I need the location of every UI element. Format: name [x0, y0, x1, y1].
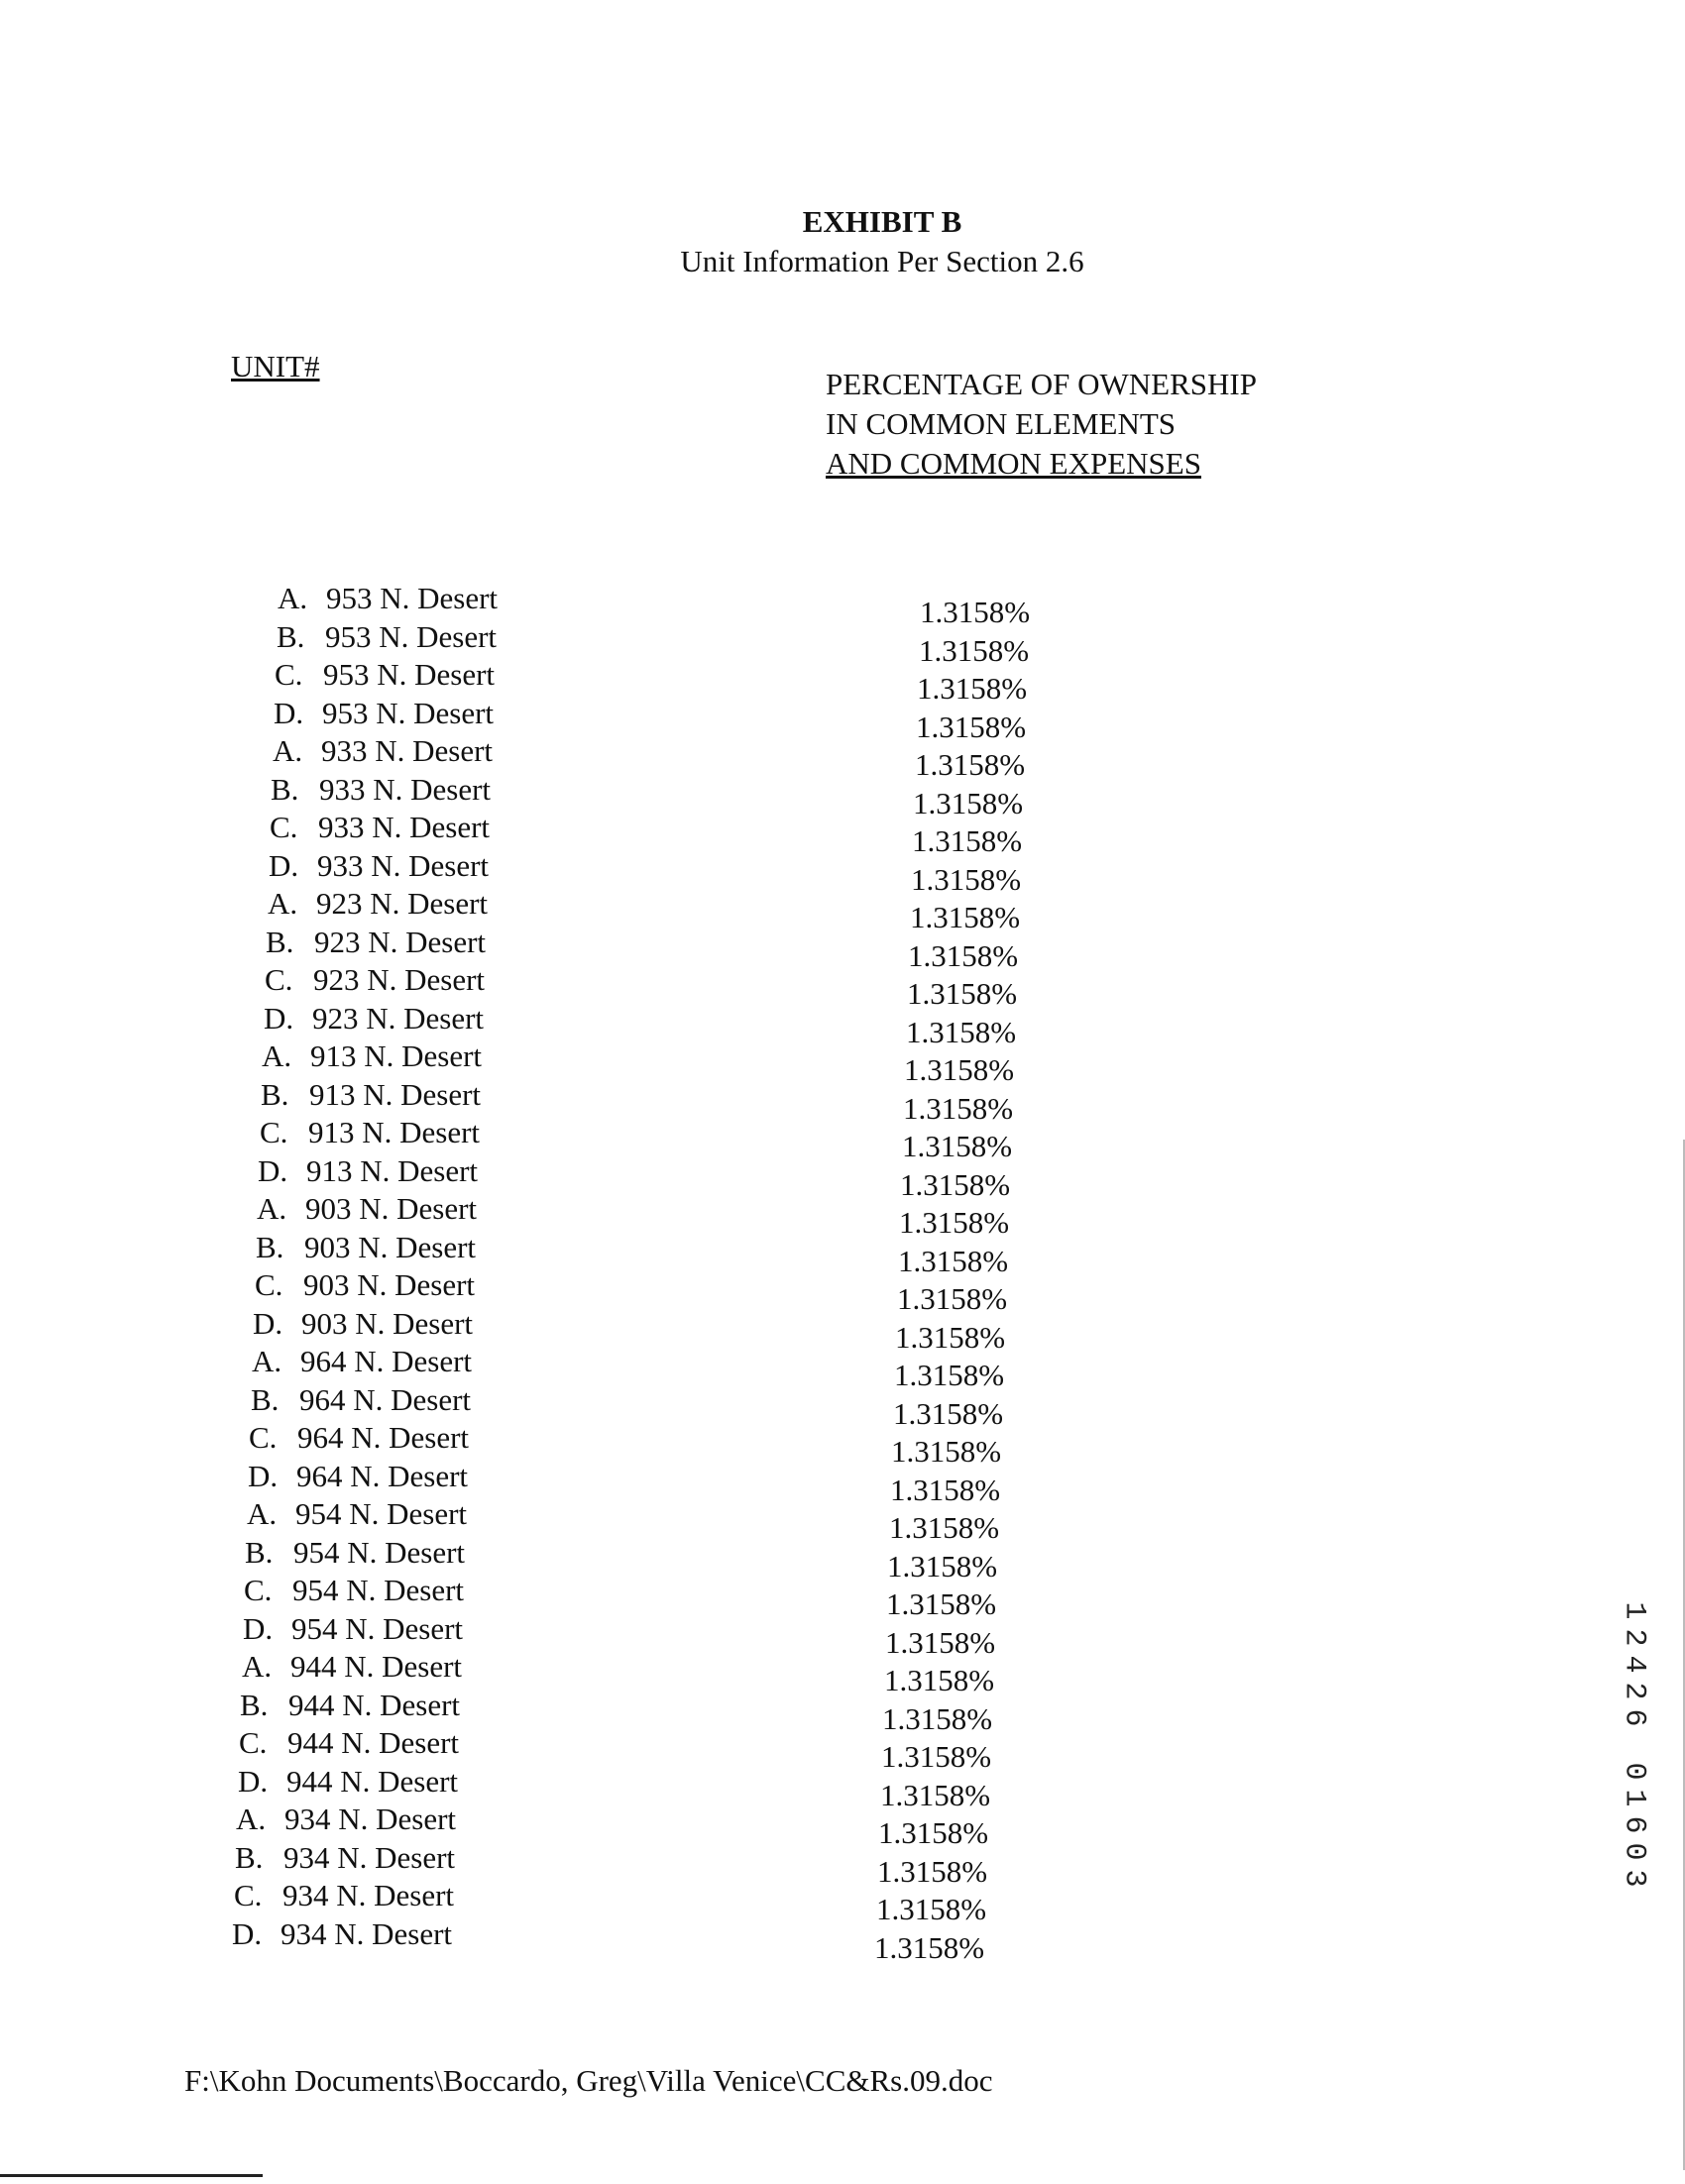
percentage-cell: 1.3158%: [882, 1700, 993, 1736]
unit-address: 953 N. Desert: [322, 695, 495, 730]
percentage-header-line-2: IN COMMON ELEMENTS: [826, 406, 1177, 441]
unit-cell: [236, 1802, 456, 1837]
percentage-cell: 1.3158%: [874, 1929, 985, 1965]
bottom-rule-divider: [0, 2174, 263, 2177]
table-row: [0, 1763, 1685, 1812]
unit-address: 964 N. Desert: [300, 1344, 473, 1378]
unit-address: 954 N. Desert: [293, 1534, 466, 1570]
unit-letter: C.: [244, 1573, 273, 1607]
unit-address: 964 N. Desert: [299, 1381, 472, 1417]
unit-cell: [271, 772, 491, 808]
percentage-cell: 1.3158%: [895, 1319, 1006, 1355]
unit-letter: A.: [242, 1649, 273, 1684]
percentage-cell: 1.3158%: [904, 1052, 1015, 1087]
unit-cell: [261, 1077, 481, 1113]
table-row: [0, 1115, 1685, 1163]
unit-letter: D.: [264, 1000, 294, 1036]
unit-address: 903 N. Desert: [303, 1267, 476, 1302]
unit-letter: C.: [265, 962, 293, 997]
unit-address: 953 N. Desert: [325, 618, 498, 654]
unit-address: 913 N. Desert: [306, 1152, 479, 1188]
unit-letter: B.: [271, 771, 299, 807]
unit-letter: A.: [268, 886, 298, 921]
unit-cell: [255, 1267, 475, 1303]
percentage-cell: 1.3158%: [887, 1548, 998, 1583]
unit-letter: D.: [253, 1305, 283, 1341]
table-row: [0, 1381, 1685, 1431]
table-row: [0, 1839, 1685, 1889]
table-row: [0, 1152, 1685, 1202]
unit-cell: [275, 657, 495, 693]
table-row: [0, 1076, 1685, 1126]
side-stamp-char: 3: [1617, 1869, 1651, 1888]
percentage-cell: 1.3158%: [907, 976, 1018, 1011]
unit-cell: [240, 1688, 460, 1723]
unit-cell: [258, 1153, 478, 1189]
unit-cell: [249, 1420, 469, 1456]
unit-address: 903 N. Desert: [301, 1305, 474, 1341]
percentage-cell: 1.3158%: [878, 1815, 989, 1850]
unit-cell: [248, 1459, 468, 1494]
unit-cell: [277, 619, 497, 655]
unit-address: 903 N. Desert: [304, 1229, 477, 1264]
percentage-cell: 1.3158%: [902, 1129, 1013, 1163]
unit-letter: B.: [261, 1076, 289, 1112]
exhibit-title: EXHIBIT B: [802, 204, 962, 239]
unit-letter: C.: [270, 810, 298, 844]
percentage-cell: 1.3158%: [899, 1205, 1010, 1240]
unit-address: 923 N. Desert: [316, 886, 489, 921]
table-row: [0, 1878, 1685, 1926]
table-row: [0, 1915, 1685, 1965]
side-stamp-number: [1614, 1597, 1653, 1892]
unit-cell: [242, 1649, 462, 1685]
percentage-header-line-1: PERCENTAGE OF OWNERSHIP: [826, 367, 1257, 401]
percentage-cell: 1.3158%: [913, 785, 1024, 820]
unit-letter: A.: [273, 733, 303, 768]
table-row: [0, 1496, 1685, 1545]
table-row: [0, 618, 1685, 668]
unit-address: 954 N. Desert: [295, 1496, 468, 1531]
unit-cell: [245, 1535, 465, 1571]
unit-cell: [269, 848, 489, 884]
unit-letter: D.: [238, 1763, 269, 1799]
unit-letter: B.: [256, 1229, 284, 1264]
unit-letter: B.: [240, 1687, 269, 1722]
unit-address: 944 N. Desert: [287, 1725, 460, 1760]
percentage-cell: 1.3158%: [898, 1243, 1009, 1278]
percentage-header-line-3: AND COMMON EXPENSES: [826, 446, 1201, 481]
unit-cell: [273, 733, 493, 769]
unit-address: 923 N. Desert: [313, 962, 486, 997]
unit-cell: [257, 1191, 477, 1227]
percentage-cell: 1.3158%: [897, 1281, 1008, 1316]
percentage-cell: 1.3158%: [903, 1090, 1014, 1126]
unit-letter: B.: [266, 924, 294, 959]
table-row: [0, 1305, 1685, 1355]
table-row: [0, 810, 1685, 858]
unit-address: 903 N. Desert: [305, 1191, 478, 1226]
unit-cell: [274, 696, 494, 731]
unit-address: 923 N. Desert: [314, 924, 487, 959]
unit-address: 934 N. Desert: [281, 1915, 453, 1951]
unit-cell: [265, 962, 485, 998]
unit-address: 933 N. Desert: [318, 810, 491, 844]
unit-letter: C.: [249, 1420, 278, 1455]
percentage-cell: 1.3158%: [916, 709, 1027, 744]
percentage-cell: 1.3158%: [886, 1586, 997, 1621]
percentage-cell: 1.3158%: [880, 1777, 991, 1812]
unit-cell: [251, 1382, 471, 1418]
unit-cell: [253, 1306, 473, 1342]
percentage-cell: 1.3158%: [906, 1014, 1017, 1049]
table-row: [0, 1344, 1685, 1392]
percentage-cell: 1.3158%: [877, 1853, 988, 1889]
unit-address: 953 N. Desert: [326, 581, 499, 615]
percentage-cell: 1.3158%: [884, 1663, 995, 1697]
unit-letter: D.: [232, 1915, 263, 1951]
table-row: [0, 1038, 1685, 1087]
unit-letter: D.: [248, 1458, 279, 1493]
percentage-cell: 1.3158%: [917, 671, 1028, 706]
unit-letter: A.: [236, 1802, 267, 1836]
unit-cell: [252, 1344, 472, 1379]
side-stamp-char: 6: [1617, 1815, 1651, 1834]
percentage-column-header: [826, 365, 1257, 484]
unit-column-header: UNIT#: [231, 349, 320, 383]
unit-address: 944 N. Desert: [286, 1763, 459, 1799]
unit-letter: B.: [235, 1839, 264, 1875]
percentage-cell: 1.3158%: [876, 1892, 987, 1926]
table-row: [0, 1191, 1685, 1240]
table-row: [0, 771, 1685, 820]
unit-letter: A.: [247, 1496, 278, 1531]
unit-cell: [268, 886, 488, 922]
unit-address: 944 N. Desert: [290, 1649, 463, 1684]
percentage-cell: 1.3158%: [894, 1358, 1005, 1392]
unit-letter: D.: [243, 1610, 274, 1646]
unit-address: 964 N. Desert: [296, 1458, 469, 1493]
side-stamp-char: 2: [1617, 1682, 1651, 1700]
unit-letter: B.: [251, 1381, 280, 1417]
unit-cell: [243, 1611, 463, 1647]
unit-list: [0, 581, 1685, 1965]
unit-cell: [235, 1840, 455, 1876]
percentage-cell: 1.3158%: [908, 937, 1019, 973]
table-row: [0, 1802, 1685, 1850]
percentage-cell: 1.3158%: [893, 1395, 1004, 1431]
unit-address: 954 N. Desert: [292, 1573, 465, 1607]
table-row: [0, 1649, 1685, 1697]
table-row: [0, 1687, 1685, 1736]
unit-cell: [260, 1115, 480, 1150]
table-row: [0, 695, 1685, 744]
percentage-cell: 1.3158%: [881, 1739, 992, 1774]
unit-address: 933 N. Desert: [319, 771, 492, 807]
unit-address: 913 N. Desert: [309, 1076, 482, 1112]
side-stamp-char: 0: [1617, 1762, 1651, 1781]
unit-letter: C.: [239, 1725, 268, 1760]
unit-address: 933 N. Desert: [321, 733, 494, 768]
table-row: [0, 1000, 1685, 1049]
exhibit-subtitle: Unit Information Per Section 2.6: [680, 244, 1084, 278]
side-stamp-char: 1: [1617, 1601, 1651, 1620]
unit-letter: B.: [245, 1534, 274, 1570]
side-stamp-char: 2: [1617, 1628, 1651, 1647]
unit-letter: C.: [260, 1115, 288, 1149]
unit-cell: [270, 810, 490, 845]
unit-cell: [247, 1496, 467, 1532]
unit-letter: A.: [252, 1344, 282, 1378]
side-stamp-char: 1: [1617, 1789, 1651, 1807]
percentage-cell: 1.3158%: [890, 1472, 1001, 1507]
unit-letter: A.: [262, 1038, 292, 1073]
side-stamp-char: 0: [1617, 1842, 1651, 1861]
side-stamp-char: 6: [1617, 1708, 1651, 1727]
unit-cell: [262, 1038, 482, 1074]
table-row: [0, 924, 1685, 973]
percentage-cell: 1.3158%: [911, 861, 1022, 897]
unit-address: 923 N. Desert: [312, 1000, 485, 1036]
unit-address: 933 N. Desert: [317, 847, 490, 883]
table-row: [0, 1725, 1685, 1774]
unit-cell: [244, 1573, 464, 1608]
table-row: [0, 1573, 1685, 1621]
table-row: [0, 1229, 1685, 1278]
unit-cell: [278, 581, 498, 616]
file-path-footer: F:\Kohn Documents\Boccardo, Greg\Villa Venice\CC&Rs.09.doc: [184, 2063, 993, 2098]
unit-address: 953 N. Desert: [323, 657, 496, 692]
side-stamp-char: 4: [1617, 1655, 1651, 1674]
table-row: [0, 1458, 1685, 1507]
unit-cell: [234, 1878, 454, 1913]
unit-letter: A.: [257, 1191, 287, 1226]
percentage-cell: 1.3158%: [900, 1166, 1011, 1202]
unit-letter: D.: [258, 1152, 288, 1188]
unit-address: 913 N. Desert: [310, 1038, 483, 1073]
unit-address: 913 N. Desert: [308, 1115, 481, 1149]
unit-letter: C.: [255, 1267, 283, 1302]
percentage-cell: 1.3158%: [919, 632, 1030, 668]
table-row: [0, 581, 1685, 629]
unit-cell: [256, 1230, 476, 1265]
unit-letter: C.: [275, 657, 303, 692]
unit-address: 954 N. Desert: [291, 1610, 464, 1646]
table-row: [0, 962, 1685, 1011]
unit-cell: [238, 1764, 458, 1800]
percentage-cell: 1.3158%: [912, 823, 1023, 858]
unit-address: 934 N. Desert: [284, 1802, 457, 1836]
table-row: [0, 1420, 1685, 1469]
unit-letter: D.: [274, 695, 304, 730]
table-row: [0, 1534, 1685, 1583]
percentage-cell: 1.3158%: [891, 1434, 1002, 1469]
unit-letter: A.: [278, 581, 308, 615]
table-row: [0, 1267, 1685, 1316]
unit-letter: C.: [234, 1878, 263, 1912]
table-row: [0, 657, 1685, 706]
unit-cell: [239, 1725, 459, 1761]
percentage-cell: 1.3158%: [889, 1510, 1000, 1545]
unit-cell: [232, 1916, 452, 1952]
unit-letter: D.: [269, 847, 299, 883]
unit-address: 934 N. Desert: [282, 1878, 455, 1912]
percentage-cell: 1.3158%: [915, 747, 1026, 782]
table-row: [0, 1610, 1685, 1660]
unit-cell: [266, 925, 486, 960]
unit-address: 934 N. Desert: [283, 1839, 456, 1875]
unit-letter: B.: [277, 618, 305, 654]
unit-address: 964 N. Desert: [297, 1420, 470, 1455]
table-row: [0, 733, 1685, 782]
unit-address: 944 N. Desert: [288, 1687, 461, 1722]
percentage-cell: 1.3158%: [910, 900, 1021, 934]
table-row: [0, 847, 1685, 897]
percentage-cell: 1.3158%: [920, 595, 1031, 629]
table-row: [0, 886, 1685, 934]
percentage-cell: 1.3158%: [885, 1624, 996, 1660]
unit-cell: [264, 1001, 484, 1037]
